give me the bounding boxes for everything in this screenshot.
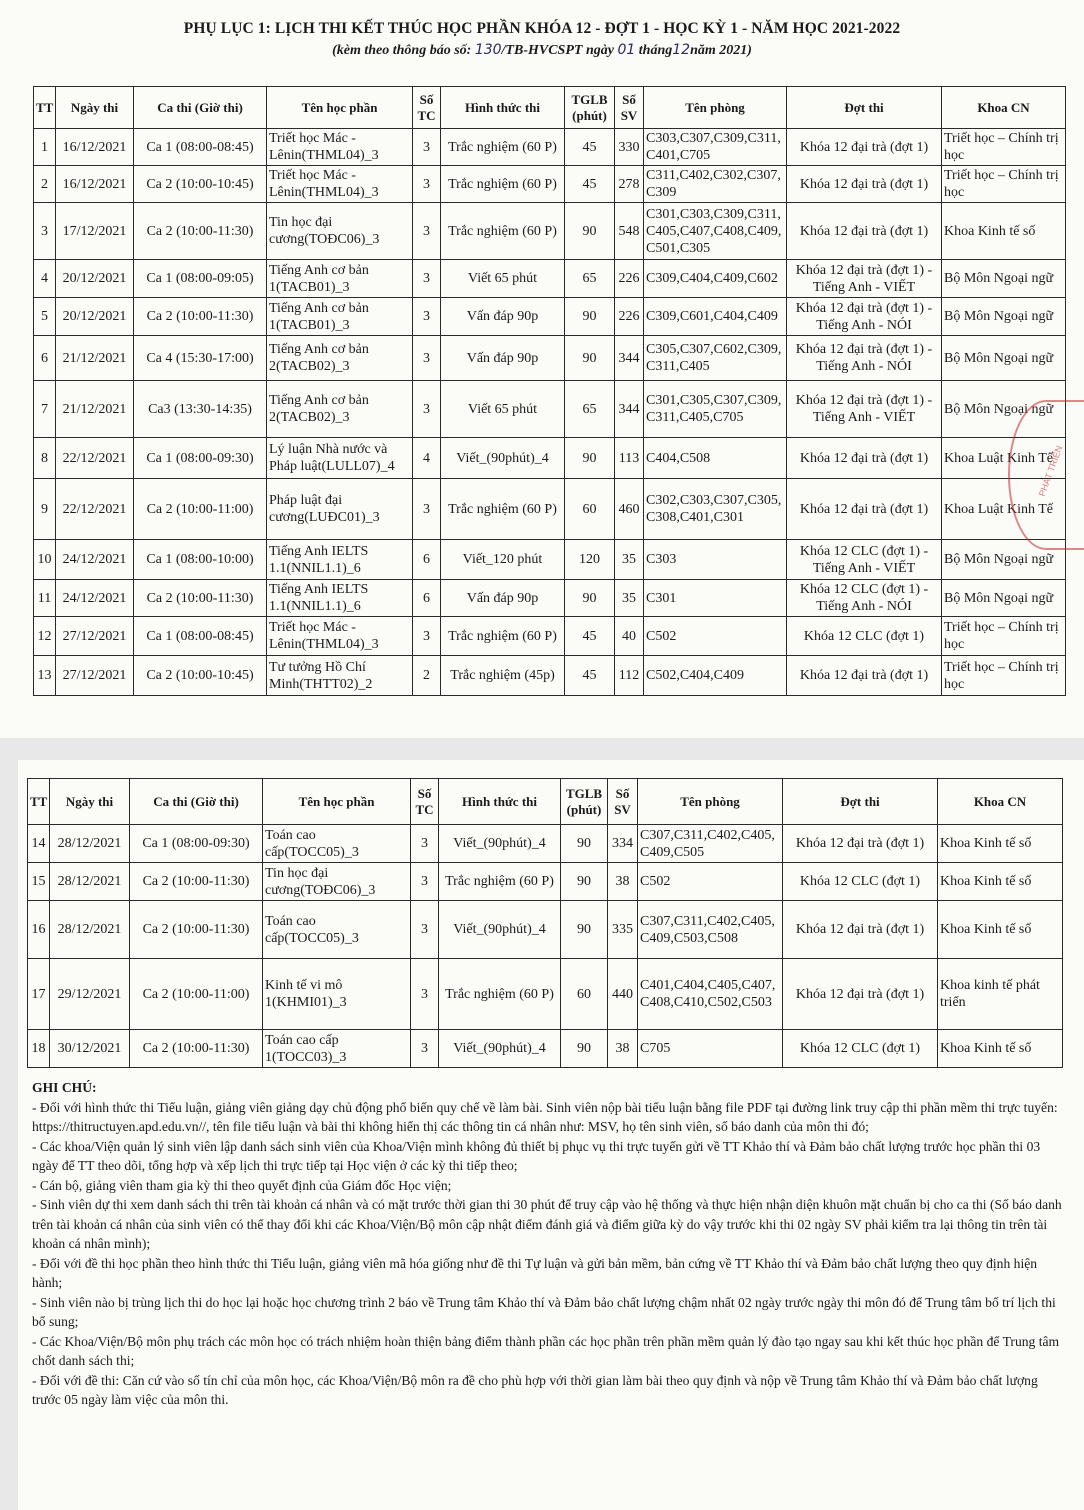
handwritten-day: 01: [617, 42, 636, 58]
cell-format: Vấn đáp 90p: [441, 580, 565, 617]
cell-credits: 3: [413, 260, 441, 298]
cell-students: 344: [615, 336, 644, 381]
note-item: - Sinh viên nào bị trùng lịch thi do học lại hoặc học chương trình 2 báo về Trung tâm Khảo thí và Đảm bảo chất lượng chậm nhất 02 ngày trước ngày thi môn đó để Trung tâm bố trí lịch thi bổ sung;: [32, 1294, 1056, 1329]
cell-faculty: Triết học – Chính trị học: [942, 129, 1066, 166]
cell-rooms: C404,C508: [644, 438, 787, 479]
cell-format: Trắc nghiệm (60 P): [439, 863, 561, 901]
header-format: Hình thức thi: [439, 779, 561, 825]
cell-date: 16/12/2021: [56, 129, 134, 166]
cell-students: 112: [615, 656, 644, 696]
cell-faculty: Khoa Kinh tế số: [938, 863, 1063, 901]
cell-faculty: Bộ Môn Ngoại ngữ: [942, 260, 1066, 298]
header-tt: TT: [34, 87, 56, 129]
cell-format: Viết_120 phút: [441, 540, 565, 580]
cell-credits: 3: [413, 166, 441, 203]
note-item: - Các Khoa/Viện/Bộ môn phụ trách các môn học có trách nhiệm hoàn thiện bảng điểm thành phần các học phần trên phần mềm quản lý đào tạo ngay sau khi kết thúc học phần để Trung tâm chốt danh sách thi;: [32, 1333, 1060, 1368]
header-duration: TGLB (phút): [561, 779, 608, 825]
cell-students: 460: [615, 479, 644, 540]
header-credits: Số TC: [413, 87, 441, 129]
cell-duration: 60: [565, 479, 615, 540]
cell-course: Tiếng Anh IELTS 1.1(NNIL1.1)_6: [267, 540, 413, 580]
cell-format: Trắc nghiệm (60 P): [441, 617, 565, 656]
cell-credits: 2: [413, 656, 441, 696]
page-2: [18, 760, 1084, 1510]
cell-students: 440: [608, 959, 638, 1030]
cell-shift: Ca 2 (10:00-11:00): [134, 479, 267, 540]
subtitle-prefix: (kèm theo thông báo số:: [332, 43, 472, 58]
header-credits: Số TC: [411, 779, 439, 825]
cell-duration: 45: [565, 656, 615, 696]
cell-faculty: Khoa Luật Kinh Tế: [942, 479, 1066, 540]
cell-tt: 4: [34, 260, 56, 298]
cell-duration: 90: [565, 438, 615, 479]
cell-batch: Khóa 12 đại trà (đợt 1): [787, 479, 942, 540]
header-rooms: Tên phòng: [644, 87, 787, 129]
cell-rooms: C401,C404,C405,C407,C408,C410,C502,C503: [638, 959, 783, 1030]
header-batch: Đợt thi: [783, 779, 938, 825]
subtitle-middle: /TB-HVCSPT ngày: [501, 43, 614, 58]
cell-date: 29/12/2021: [50, 959, 130, 1030]
table-row: [34, 580, 1066, 617]
cell-students: 226: [615, 260, 644, 298]
table-row: [28, 1030, 1063, 1068]
table-row: [34, 381, 1066, 438]
table-header-row: [28, 779, 1063, 825]
cell-format: Trắc nghiệm (60 P): [439, 959, 561, 1030]
cell-course: Triết học Mác - Lênin(THML04)_3: [267, 617, 413, 656]
cell-course: Tiếng Anh cơ bản 1(TACB01)_3: [267, 260, 413, 298]
cell-format: Viết 65 phút: [441, 260, 565, 298]
cell-faculty: Triết học – Chính trị học: [942, 166, 1066, 203]
header-course: Tên học phần: [263, 779, 411, 825]
table-row: [28, 901, 1063, 959]
cell-batch: Khóa 12 đại trà (đợt 1): [787, 129, 942, 166]
cell-credits: 3: [413, 203, 441, 260]
cell-course: Triết học Mác - Lênin(THML04)_3: [267, 129, 413, 166]
cell-shift: Ca 1 (08:00-09:30): [130, 825, 263, 863]
cell-students: 35: [615, 540, 644, 580]
cell-format: Trắc nghiệm (60 P): [441, 129, 565, 166]
table-row: [34, 298, 1066, 336]
note-item: - Đối với đề thi: Căn cứ vào số tín chỉ của môn học, các Khoa/Viện/Bộ môn ra đề cho phù hợp với thời gian làm bài theo quy định và nộp về Trung tâm Khảo thí và Đảm bảo chất lượng trước 05 ngày làm việc của môn thi.: [32, 1372, 1038, 1407]
cell-tt: 1: [34, 129, 56, 166]
cell-students: 330: [615, 129, 644, 166]
cell-rooms: C307,C311,C402,C405,C409,C505: [638, 825, 783, 863]
cell-tt: 8: [34, 438, 56, 479]
cell-batch: Khóa 12 đại trà (đợt 1): [787, 166, 942, 203]
header-shift: Ca thi (Giờ thi): [130, 779, 263, 825]
cell-shift: Ca 1 (08:00-08:45): [134, 617, 267, 656]
cell-credits: 3: [413, 617, 441, 656]
cell-format: Vấn đáp 90p: [441, 336, 565, 381]
cell-rooms: C502,C404,C409: [644, 656, 787, 696]
cell-faculty: Khoa Kinh tế số: [942, 203, 1066, 260]
cell-course: Triết học Mác - Lênin(THML04)_3: [267, 166, 413, 203]
cell-credits: 3: [411, 1030, 439, 1068]
cell-date: 24/12/2021: [56, 540, 134, 580]
note-item: - Đối với đề thi học phần theo hình thức thi Tiểu luận, giảng viên mã hóa giống như đề thi Tự luận và gửi bản mềm, bản cứng về TT Khảo thí và Đảm bảo chất lượng theo quy định hiện hành;: [32, 1255, 1038, 1290]
cell-faculty: Khoa Kinh tế số: [938, 1030, 1063, 1068]
cell-duration: 90: [565, 580, 615, 617]
table-row: [34, 438, 1066, 479]
table-row: [34, 203, 1066, 260]
cell-tt: 12: [34, 617, 56, 656]
cell-rooms: C309,C404,C409,C602: [644, 260, 787, 298]
cell-shift: Ca 2 (10:00-11:30): [134, 298, 267, 336]
cell-credits: 3: [411, 901, 439, 959]
header-faculty: Khoa CN: [938, 779, 1063, 825]
header-rooms: Tên phòng: [638, 779, 783, 825]
cell-shift: Ca 2 (10:00-11:30): [130, 901, 263, 959]
cell-tt: 16: [28, 901, 50, 959]
cell-tt: 14: [28, 825, 50, 863]
cell-rooms: C303: [644, 540, 787, 580]
cell-tt: 13: [34, 656, 56, 696]
page-1: [0, 0, 1084, 738]
cell-faculty: Triết học – Chính trị học: [942, 617, 1066, 656]
cell-format: Trắc nghiệm (45p): [441, 656, 565, 696]
cell-faculty: Bộ Môn Ngoại ngữ: [942, 580, 1066, 617]
table-row: [34, 129, 1066, 166]
cell-credits: 3: [413, 298, 441, 336]
cell-shift: Ca 4 (15:30-17:00): [134, 336, 267, 381]
cell-format: Vấn đáp 90p: [441, 298, 565, 336]
header-shift: Ca thi (Giờ thi): [134, 87, 267, 129]
cell-batch: Khóa 12 đại trà (đợt 1) - Tiếng Anh - VIẾT: [787, 260, 942, 298]
cell-format: Viết_(90phút)_4: [439, 825, 561, 863]
cell-batch: Khóa 12 đại trà (đợt 1): [783, 959, 938, 1030]
cell-tt: 18: [28, 1030, 50, 1068]
cell-students: 38: [608, 1030, 638, 1068]
cell-date: 22/12/2021: [56, 479, 134, 540]
cell-date: 22/12/2021: [56, 438, 134, 479]
cell-duration: 120: [565, 540, 615, 580]
cell-format: Viết 65 phút: [441, 381, 565, 438]
cell-faculty: Khoa Kinh tế số: [938, 825, 1063, 863]
table-row: [34, 656, 1066, 696]
cell-course: Toán cao cấp 1(TOCC03)_3: [263, 1030, 411, 1068]
cell-students: 548: [615, 203, 644, 260]
cell-duration: 65: [565, 381, 615, 438]
cell-rooms: C303,C307,C309,C311,C401,C705: [644, 129, 787, 166]
cell-tt: 10: [34, 540, 56, 580]
cell-format: Trắc nghiệm (60 P): [441, 479, 565, 540]
table-row: [34, 479, 1066, 540]
cell-rooms: C309,C601,C404,C409: [644, 298, 787, 336]
cell-duration: 60: [561, 959, 608, 1030]
table-row: [28, 959, 1063, 1030]
cell-faculty: Bộ Môn Ngoại ngữ: [942, 540, 1066, 580]
cell-course: Tiếng Anh cơ bản 2(TACB02)_3: [267, 381, 413, 438]
note-item: - Sinh viên dự thi xem danh sách thi trên tài khoản cá nhân và có mặt trước thời gian thi 30 phút để truy cập vào hệ thống và thực hiện nhận diện khuôn mặt chuẩn bị cho ca thi (Số báo danh trên tài khoản cá nhân của sinh viên có thể thay đổi khi các Khoa/Viện/Bộ môn cập nhật điểm đánh giá và điểm giữa kỳ do vậy trước khi thi 02 ngày SV phải kiểm tra lại thông tin trên tài khoản cá nhân mình);: [32, 1197, 1062, 1251]
cell-course: Tiếng Anh IELTS 1.1(NNIL1.1)_6: [267, 580, 413, 617]
cell-batch: Khóa 12 CLC (đợt 1) - Tiếng Anh - VIẾT: [787, 540, 942, 580]
cell-students: 334: [608, 825, 638, 863]
cell-tt: 7: [34, 381, 56, 438]
cell-date: 28/12/2021: [50, 901, 130, 959]
cell-batch: Khóa 12 CLC (đợt 1) - Tiếng Anh - NÓI: [787, 580, 942, 617]
table-row: [34, 260, 1066, 298]
cell-faculty: Bộ Môn Ngoại ngữ: [942, 381, 1066, 438]
cell-tt: 9: [34, 479, 56, 540]
cell-batch: Khóa 12 đại trà (đợt 1) - Tiếng Anh - NÓI: [787, 336, 942, 381]
cell-shift: Ca3 (13:30-14:35): [134, 381, 267, 438]
cell-rooms: C305,C307,C602,C309,C311,C405: [644, 336, 787, 381]
header-batch: Đợt thi: [787, 87, 942, 129]
cell-duration: 90: [561, 1030, 608, 1068]
cell-tt: 11: [34, 580, 56, 617]
cell-batch: Khóa 12 đại trà (đợt 1): [787, 656, 942, 696]
cell-duration: 45: [565, 166, 615, 203]
cell-date: 20/12/2021: [56, 298, 134, 336]
cell-duration: 45: [565, 129, 615, 166]
cell-students: 226: [615, 298, 644, 336]
cell-credits: 3: [413, 381, 441, 438]
cell-rooms: C302,C303,C307,C305,C308,C401,C301: [644, 479, 787, 540]
cell-tt: 6: [34, 336, 56, 381]
table-row: [34, 540, 1066, 580]
note-item: - Đối với hình thức thi Tiểu luận, giảng viên giảng dạy chủ động phổ biến quy chế về làm bài. Sinh viên nộp bài tiểu luận bằng file PDF tại đường link truy cập thi phần mềm thi trực tuyến: https://thitructuyen.apd.edu.vn//, tên file tiểu luận và bài thi không hiển thị các thông tin cá nhân như: MSV, họ tên sinh viên, số báo danh của môn thi đó;: [32, 1099, 1058, 1134]
cell-credits: 3: [413, 336, 441, 381]
header-faculty: Khoa CN: [942, 87, 1066, 129]
cell-faculty: Triết học – Chính trị học: [942, 656, 1066, 696]
cell-batch: Khóa 12 đại trà (đợt 1): [787, 438, 942, 479]
cell-format: Viết_(90phút)_4: [439, 901, 561, 959]
cell-batch: Khóa 12 đại trà (đợt 1): [787, 203, 942, 260]
document-title: PHỤ LỤC 1: LỊCH THI KẾT THÚC HỌC PHẦN KHÓA 12 - ĐỢT 1 - HỌC KỲ 1 - NĂM HỌC 2021-2022: [183, 20, 901, 37]
cell-date: 21/12/2021: [56, 381, 134, 438]
cell-credits: 3: [413, 129, 441, 166]
cell-shift: Ca 2 (10:00-11:30): [134, 203, 267, 260]
cell-duration: 90: [565, 336, 615, 381]
cell-students: 38: [608, 863, 638, 901]
cell-rooms: C705: [638, 1030, 783, 1068]
cell-course: Kinh tế vi mô 1(KHMI01)_3: [263, 959, 411, 1030]
cell-shift: Ca 2 (10:00-10:45): [134, 656, 267, 696]
cell-format: Viết_(90phút)_4: [441, 438, 565, 479]
cell-faculty: Bộ Môn Ngoại ngữ: [942, 336, 1066, 381]
cell-duration: 90: [561, 901, 608, 959]
cell-credits: 4: [413, 438, 441, 479]
cell-batch: Khóa 12 đại trà (đợt 1) - Tiếng Anh - NÓI: [787, 298, 942, 336]
exam-schedule-table-1: [33, 86, 1066, 696]
cell-rooms: C301: [644, 580, 787, 617]
header-date: Ngày thi: [56, 87, 134, 129]
header-format: Hình thức thi: [441, 87, 565, 129]
notes-heading: GHI CHÚ:: [32, 1080, 97, 1095]
cell-shift: Ca 1 (08:00-09:30): [134, 438, 267, 479]
cell-rooms: C502: [644, 617, 787, 656]
cell-date: 30/12/2021: [50, 1030, 130, 1068]
header-tt: TT: [28, 779, 50, 825]
cell-course: Tư tưởng Hồ Chí Minh(THTT02)_2: [267, 656, 413, 696]
cell-shift: Ca 1 (08:00-09:05): [134, 260, 267, 298]
header-students: Số SV: [615, 87, 644, 129]
cell-duration: 90: [565, 203, 615, 260]
cell-date: 27/12/2021: [56, 617, 134, 656]
subtitle-suffix: năm 2021): [690, 43, 752, 58]
cell-batch: Khóa 12 CLC (đợt 1): [783, 863, 938, 901]
cell-students: 40: [615, 617, 644, 656]
cell-date: 28/12/2021: [50, 825, 130, 863]
cell-faculty: Khoa Kinh tế số: [938, 901, 1063, 959]
cell-course: Tiếng Anh cơ bản 2(TACB02)_3: [267, 336, 413, 381]
cell-rooms: C307,C311,C402,C405,C409,C503,C508: [638, 901, 783, 959]
cell-students: 335: [608, 901, 638, 959]
table-row: [34, 336, 1066, 381]
cell-students: 35: [615, 580, 644, 617]
cell-tt: 15: [28, 863, 50, 901]
cell-shift: Ca 1 (08:00-08:45): [134, 129, 267, 166]
cell-course: Tin học đại cương(TOĐC06)_3: [263, 863, 411, 901]
subtitle-month-label: tháng: [638, 43, 673, 58]
cell-date: 24/12/2021: [56, 580, 134, 617]
cell-tt: 17: [28, 959, 50, 1030]
cell-rooms: C311,C402,C302,C307,C309: [644, 166, 787, 203]
cell-shift: Ca 2 (10:00-11:30): [134, 580, 267, 617]
red-seal-stamp: [1008, 400, 1084, 550]
note-item: - Cán bộ, giảng viên tham gia kỳ thi theo quyết định của Giám đốc Học viện;: [32, 1177, 452, 1193]
header-duration: TGLB (phút): [565, 87, 615, 129]
table-row: [28, 825, 1063, 863]
cell-duration: 90: [561, 863, 608, 901]
header-students: Số SV: [608, 779, 638, 825]
cell-date: 20/12/2021: [56, 260, 134, 298]
cell-course: Lý luận Nhà nước và Pháp luật(LULL07)_4: [267, 438, 413, 479]
cell-shift: Ca 2 (10:00-10:45): [134, 166, 267, 203]
cell-course: Toán cao cấp(TOCC05)_3: [263, 825, 411, 863]
document-subtitle: [0, 42, 1084, 59]
cell-students: 113: [615, 438, 644, 479]
cell-credits: 3: [413, 479, 441, 540]
note-item: - Các khoa/Viện quản lý sinh viên lập danh sách sinh viên của Khoa/Viện mình không đủ thiết bị phục vụ thi trực tuyến gửi về TT Khảo thí và Đảm bảo chất lượng trước học phần thi 03 ngày để TT theo dõi, tổng hợp và xếp lịch thi trực tiếp tại Học viện ở các kỳ thi tiếp theo;: [32, 1138, 1041, 1173]
header-date: Ngày thi: [50, 779, 130, 825]
stamp-text: PHÁT TRIỂN: [1036, 444, 1065, 498]
cell-tt: 3: [34, 203, 56, 260]
handwritten-month: 12: [672, 42, 691, 58]
cell-faculty: Khoa Luật Kinh Tế: [942, 438, 1066, 479]
table-row: [34, 166, 1066, 203]
notes-list: [32, 1098, 1062, 1410]
table-header-row: [34, 87, 1066, 129]
cell-credits: 3: [411, 959, 439, 1030]
cell-course: Toán cao cấp(TOCC05)_3: [263, 901, 411, 959]
table-row: [34, 617, 1066, 656]
cell-shift: Ca 2 (10:00-11:30): [130, 863, 263, 901]
cell-duration: 90: [561, 825, 608, 863]
cell-date: 21/12/2021: [56, 336, 134, 381]
cell-credits: 3: [411, 825, 439, 863]
cell-date: 17/12/2021: [56, 203, 134, 260]
table-row: [28, 863, 1063, 901]
cell-shift: Ca 2 (10:00-11:30): [130, 1030, 263, 1068]
cell-course: Tin học đại cương(TOĐC06)_3: [267, 203, 413, 260]
cell-format: Trắc nghiệm (60 P): [441, 203, 565, 260]
cell-format: Viết_(90phút)_4: [439, 1030, 561, 1068]
cell-rooms: C502: [638, 863, 783, 901]
cell-students: 344: [615, 381, 644, 438]
cell-format: Trắc nghiệm (60 P): [441, 166, 565, 203]
cell-batch: Khóa 12 đại trà (đợt 1): [783, 825, 938, 863]
cell-faculty: Bộ Môn Ngoại ngữ: [942, 298, 1066, 336]
exam-schedule-table-2: [27, 778, 1063, 1068]
cell-rooms: C301,C303,C309,C311,C405,C407,C408,C409,C501,C305: [644, 203, 787, 260]
cell-credits: 6: [413, 540, 441, 580]
header-course: Tên học phần: [267, 87, 413, 129]
cell-batch: Khóa 12 CLC (đợt 1): [783, 1030, 938, 1068]
cell-batch: Khóa 12 đại trà (đợt 1) - Tiếng Anh - VIẾT: [787, 381, 942, 438]
cell-shift: Ca 2 (10:00-11:00): [130, 959, 263, 1030]
cell-batch: Khóa 12 CLC (đợt 1): [787, 617, 942, 656]
cell-credits: 6: [413, 580, 441, 617]
cell-course: Tiếng Anh cơ bản 1(TACB01)_3: [267, 298, 413, 336]
notes-section: [32, 1078, 1062, 1410]
cell-credits: 3: [411, 863, 439, 901]
cell-date: 16/12/2021: [56, 166, 134, 203]
cell-duration: 65: [565, 260, 615, 298]
cell-tt: 5: [34, 298, 56, 336]
handwritten-number: 130: [474, 42, 502, 58]
cell-students: 278: [615, 166, 644, 203]
cell-batch: Khóa 12 đại trà (đợt 1): [783, 901, 938, 959]
cell-duration: 90: [565, 298, 615, 336]
cell-duration: 45: [565, 617, 615, 656]
cell-shift: Ca 1 (08:00-10:00): [134, 540, 267, 580]
cell-tt: 2: [34, 166, 56, 203]
cell-faculty: Khoa kinh tế phát triển: [938, 959, 1063, 1030]
cell-rooms: C301,C305,C307,C309,C311,C405,C705: [644, 381, 787, 438]
cell-date: 27/12/2021: [56, 656, 134, 696]
cell-course: Pháp luật đại cương(LUĐC01)_3: [267, 479, 413, 540]
cell-date: 28/12/2021: [50, 863, 130, 901]
